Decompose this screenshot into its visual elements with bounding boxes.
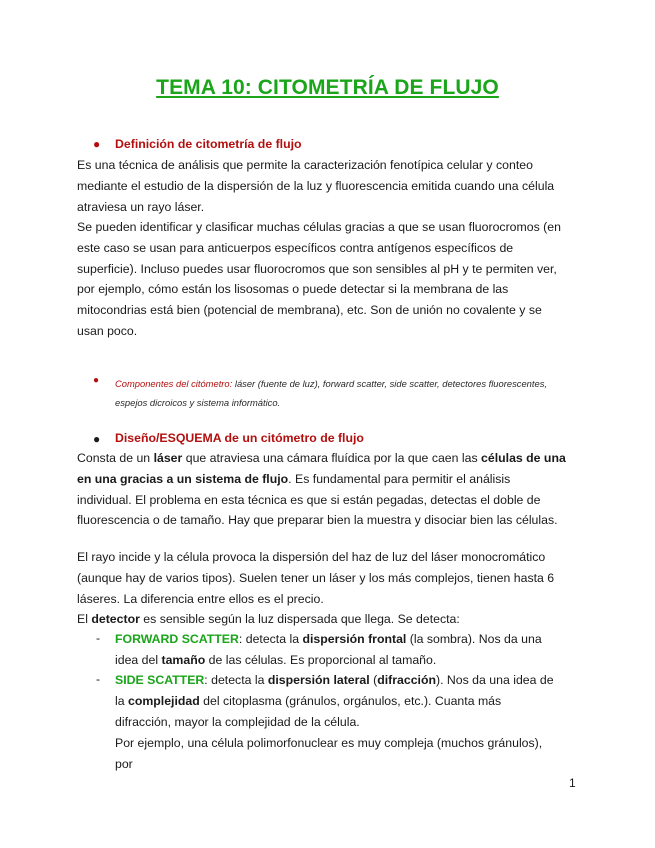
bullet-componentes: ● <box>93 375 100 386</box>
paragraph-ejemplo: Por ejemplo, una célula polimorfonuclear es muy compleja (muchos gránulos), por <box>115 736 543 771</box>
bold-detector: detector <box>91 612 140 626</box>
bold-span: dispersión frontal <box>302 632 407 646</box>
list-dash: - <box>96 672 101 686</box>
bullet-definicion: ● <box>93 137 101 151</box>
bullet-diseno: ● <box>93 432 101 446</box>
term-forward-scatter: FORWARD SCATTER <box>115 632 239 646</box>
heading-definicion: Definición de citometría de flujo <box>115 137 302 151</box>
term-side-scatter: SIDE SCATTER <box>115 673 205 687</box>
list-item-side-scatter <box>115 670 555 732</box>
list-dash: - <box>96 631 101 645</box>
bold-span: complejidad <box>128 693 200 708</box>
text-span: de las células. Es proporcional al tamaño. <box>205 652 437 667</box>
bold-celulas: células de una en una gracias a un sistema de flujo <box>77 451 566 486</box>
text-span: ( <box>369 673 378 687</box>
paragraph-rayo: El rayo incide y la célula provoca la dispersión del haz de luz del láser monocromático (aunque hay de varios tipos). Suelen tener un láser y los más complejos, tienen hasta 6 láseres. La diferencia entre ellos es el precio. <box>77 550 555 606</box>
text-span: Consta de un <box>77 451 154 465</box>
text-span: : detecta la <box>238 632 303 646</box>
text-span: El <box>77 612 92 626</box>
page-title: TEMA 10: CITOMETRÍA DE FLUJO <box>156 76 499 99</box>
bold-span: dispersión lateral <box>267 673 370 687</box>
paragraph-definicion: Es una técnica de análisis que permite la caracterización fenotípica celular y conteo mediante el estudio de la dispersión de la luz y fluorescencia emitida cuando una célula atraviesa un rayo láser. <box>77 158 555 214</box>
page-number: 1 <box>569 776 576 790</box>
text-span: . Es fundamental para permitir el análisis individual. El problema en esta técnica es que si están pegadas, detectas el doble de fluorescencia o de tamaño. Hay que preparar bien la muestra y disociar bien las células. <box>77 471 558 528</box>
componentes-label: Componentes del citómetro: <box>115 378 233 389</box>
componentes-text <box>115 374 565 412</box>
bold-laser: láser <box>153 451 183 465</box>
paragraph-detector <box>77 609 567 630</box>
text-span: es sensible según la luz dispersada que llega. Se detecta: <box>139 612 460 626</box>
text-span: del citoplasma (gránulos, orgánulos, etc.). Cuanta más difracción, mayor la complejidad de la célula. <box>115 693 502 729</box>
text-span: ). Nos da una idea de la <box>115 673 554 708</box>
list-item-forward-scatter <box>115 629 555 671</box>
paragraph-fluorocromos: Se pueden identificar y clasificar muchas células gracias a que se usan fluorocromos (en este caso se usan para anticuerpos específicos contra antígenos específicos de superficie). Incluso puedes usar fluorocromos que son sensibles al pH y te permiten ver, por ejemplo, cómo están los lisosomas o puede detectar si la membrana de las mitocondrias está bien (potencial de membrana), etc. Son de unión no covalente y se usan poco. <box>77 220 561 338</box>
bold-span: difracción <box>377 673 436 687</box>
text-span: que atraviesa una cámara fluídica por la que caen las <box>182 451 482 465</box>
componentes-list: láser (fuente de luz), forward scatter, side scatter, detectores fluorescentes, espejos dicroicos y sistema informático. <box>115 378 547 408</box>
bold-span: tamaño <box>161 652 206 667</box>
text-span: (la sombra). Nos da una idea del <box>115 632 542 667</box>
paragraph-consta <box>77 448 567 531</box>
heading-diseno: Diseño/ESQUEMA de un citómetro de flujo <box>115 431 364 445</box>
text-span: : detecta la <box>204 673 268 687</box>
